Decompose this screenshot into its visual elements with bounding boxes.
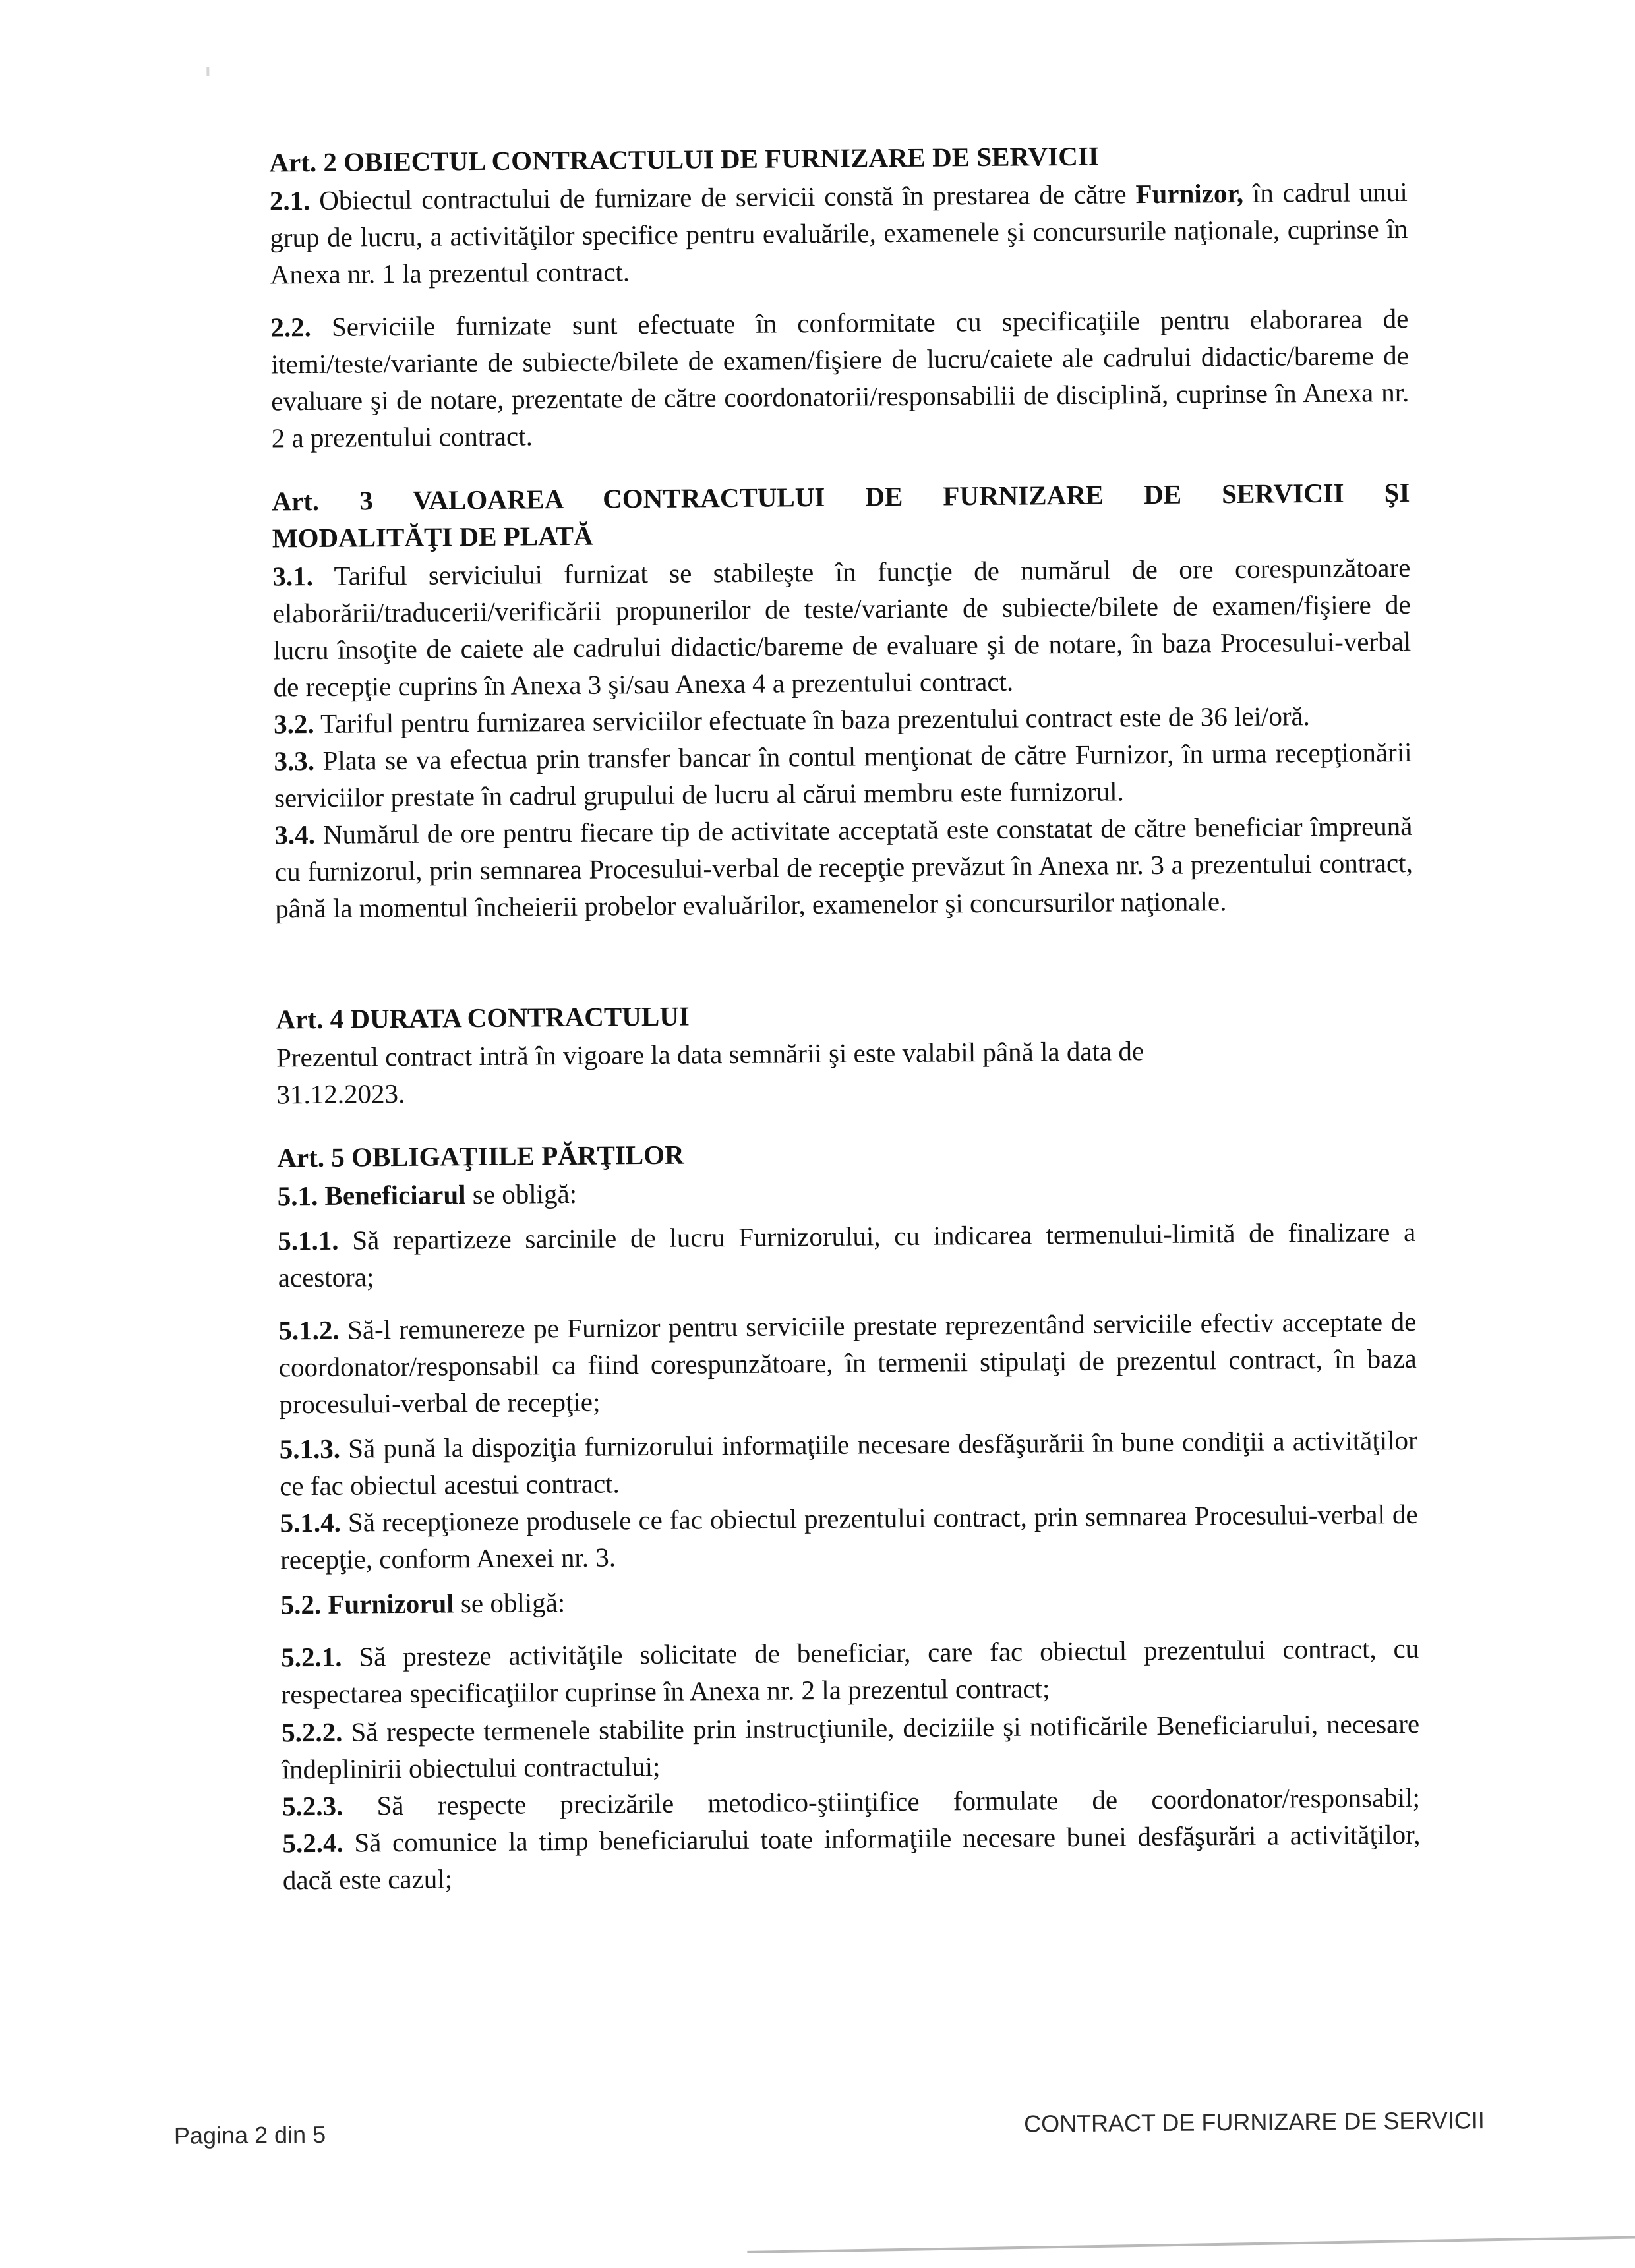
paragraph-5-1-1 [278,1213,1416,1296]
footer-document-title: CONTRACT DE FURNIZARE DE SERVICII [1023,2107,1485,2137]
clause-text: Serviciile furnizate sunt efectuate în conformitate cu specificaţiile pentru elaborarea de itemi/teste/variante de subiecte/bilete de examen/fişiere de lucru/caiete ale cadrului didactic/bareme de evaluare şi de notare, prezentate de către coordonatorii/responsabilii de disciplină, cuprinse în Anexa nr. 2 a prezentului contract. [270,303,1410,453]
clause-number: 5.1.2. [278,1314,340,1346]
heading-art-2: Art. 2 OBIECTUL CONTRACTULUI DE FURNIZARE DE SERVICII [269,140,1099,178]
term-furnizor: Furnizor, [1135,177,1244,210]
clause-text: Prezentul contract intră în vigoare la data semnării şi este valabil până la data de [276,1035,1144,1073]
clause-text: Să repartizeze sarcinile de lucru Furnizorului, cu indicarea termenului-limită de finalizare a acestora; [278,1216,1416,1293]
clause-text: Să respecte precizările metodico-ştiinţifice formulate de coordonator/responsabil; [343,1782,1421,1821]
contract-body [269,135,1421,1898]
footer-page-number: Pagina 2 din 5 [173,2120,326,2149]
paragraph-4-duration [276,1030,1415,1113]
clause-text: în cadrul unui grup de lucru, a activităţilor specifice pentru evaluările, examenele şi concursurile naţionale, cuprinse în Anexa nr. 1 la prezentul contract. [270,176,1408,290]
paragraph-5-1-4 [280,1496,1418,1579]
paragraph-5-1-2 [278,1303,1417,1423]
clause-number: 3.3. [274,745,315,776]
clause-number: 5.1. Beneficiarul [277,1179,466,1211]
heading-art-3 [272,474,1410,557]
clause-text: Să-l remunereze pe Furnizor pentru serviciile prestate reprezentând serviciile efectiv acceptate de coordonator/responsabil ca fiind corespunzătoare, în termenii stipulaţi de prezentul contract, în baza procesului-verbal de recepţie; [278,1306,1417,1420]
scan-artifact-line [747,2236,1635,2253]
clause-text: Să comunice la timp beneficiarului toate informaţiile necesare bunei desfăşurări a activităţilor, dacă este cazul; [282,1818,1421,1896]
clause-text: Tariful pentru furnizarea serviciilor efectuate în baza prezentului contract este de 36 lei/oră. [314,701,1311,739]
clause-number: 5.2.4. [282,1827,343,1859]
clause-text: Numărul de ore pentru fiecare tip de activitate acceptată este constatat de către beneficiar împreună cu furnizorul, prin semnarea Procesului-verbal de recepţie prevăzut în Anexa nr. 3 a prezentului contract, până la momentul încheierii probelor evaluărilor, examenelor şi concursurilor naţionale. [274,810,1413,924]
paragraph-5-2-2 [282,1705,1420,1788]
clause-number: 3.2. [273,708,314,740]
paragraph-3-4 [274,807,1413,927]
clause-number: 5.1.4. [280,1507,342,1538]
heading-art-4: Art. 4 DURATA CONTRACTULUI [276,1001,690,1035]
heading-art-5: Art. 5 OBLIGAŢIILE PĂRŢILOR [277,1139,684,1173]
clause-text: Să pună la dispoziţia furnizorului informaţiile necesare desfăşurării în bune condiţii a activităţilor ce fac obiectul acestui contract. [280,1424,1417,1501]
scan-artifact-mark [206,67,209,76]
clause-number: 3.1. [272,560,314,592]
clause-number: 2.1. [269,185,311,216]
clause-number: 5.2.2. [281,1716,343,1748]
clause-text: Tariful serviciului furnizat se stabileşte în funcţie de numărul de ore corespunzătoare elaborării/traducerii/verificării propunerilor de teste/variante de subiecte/bilete de examen/fişiere de lucru însoţite de caiete ale cadrului didactic/bareme de evaluare şi de notare, în baza Procesului-verbal de recepţie cuprins în Anexa 3 şi/sau Anexa 4 a prezentului contract. [272,552,1412,703]
paragraph-5-2 [280,1577,1418,1623]
clause-number: 5.2. Furnizorul [280,1588,454,1620]
clause-text: Obiectul contractului de furnizare de servicii constă în prestarea de către [310,179,1136,216]
paragraph-5-1-3 [280,1422,1418,1505]
clause-text: Plata se va efectua prin transfer bancar în contul menţionat de către Furnizor, în urma recepţionării serviciilor prestate în cadrul grupului de lucru al cărui membru este furnizorul. [274,736,1412,813]
paragraph-3-1 [272,549,1412,706]
paragraph-5-2-1 [281,1630,1419,1713]
paragraph-5-1 [278,1169,1415,1215]
heading-art-3-line-1: Art. 3 VALOAREA CONTRACTULUI DE FURNIZARE DE SERVICII ŞI [272,477,1410,517]
paragraph-3-3 [274,734,1412,817]
paragraph-2-1 [270,173,1408,293]
paragraph-2-2 [270,300,1410,457]
clause-number: 5.1.1. [278,1225,339,1256]
clause-text: Să presteze activităţile solicitate de beneficiar, care fac obiectul prezentului contract, cu respectarea specificaţiilor cuprinse în Anexa nr. 2 la prezentul contract; [281,1633,1419,1710]
clause-text: se obligă: [465,1178,578,1210]
contract-end-date: 31.12.2023. [276,1078,405,1110]
clause-number: 5.2.1. [281,1641,342,1673]
paragraph-5-2-4 [282,1816,1421,1899]
clause-number: 5.2.3. [282,1790,343,1822]
heading-art-3-line-2: MODALITĂŢI DE PLATĂ [272,520,593,554]
clause-number: 3.4. [274,819,316,850]
clause-text: se obligă: [454,1587,566,1619]
clause-text: Să recepţioneze produsele ce fac obiectul prezentului contract, prin semnarea Procesului-verbal de recepţie, conform Anexei nr. 3. [280,1498,1418,1575]
clause-number: 2.2. [270,311,312,343]
clause-text: Să respecte termenele stabilite prin instrucţiunile, deciziile şi notificările Beneficiarului, necesare îndeplinirii obiectului contractului; [282,1708,1420,1785]
clause-number: 5.1.3. [279,1433,341,1465]
